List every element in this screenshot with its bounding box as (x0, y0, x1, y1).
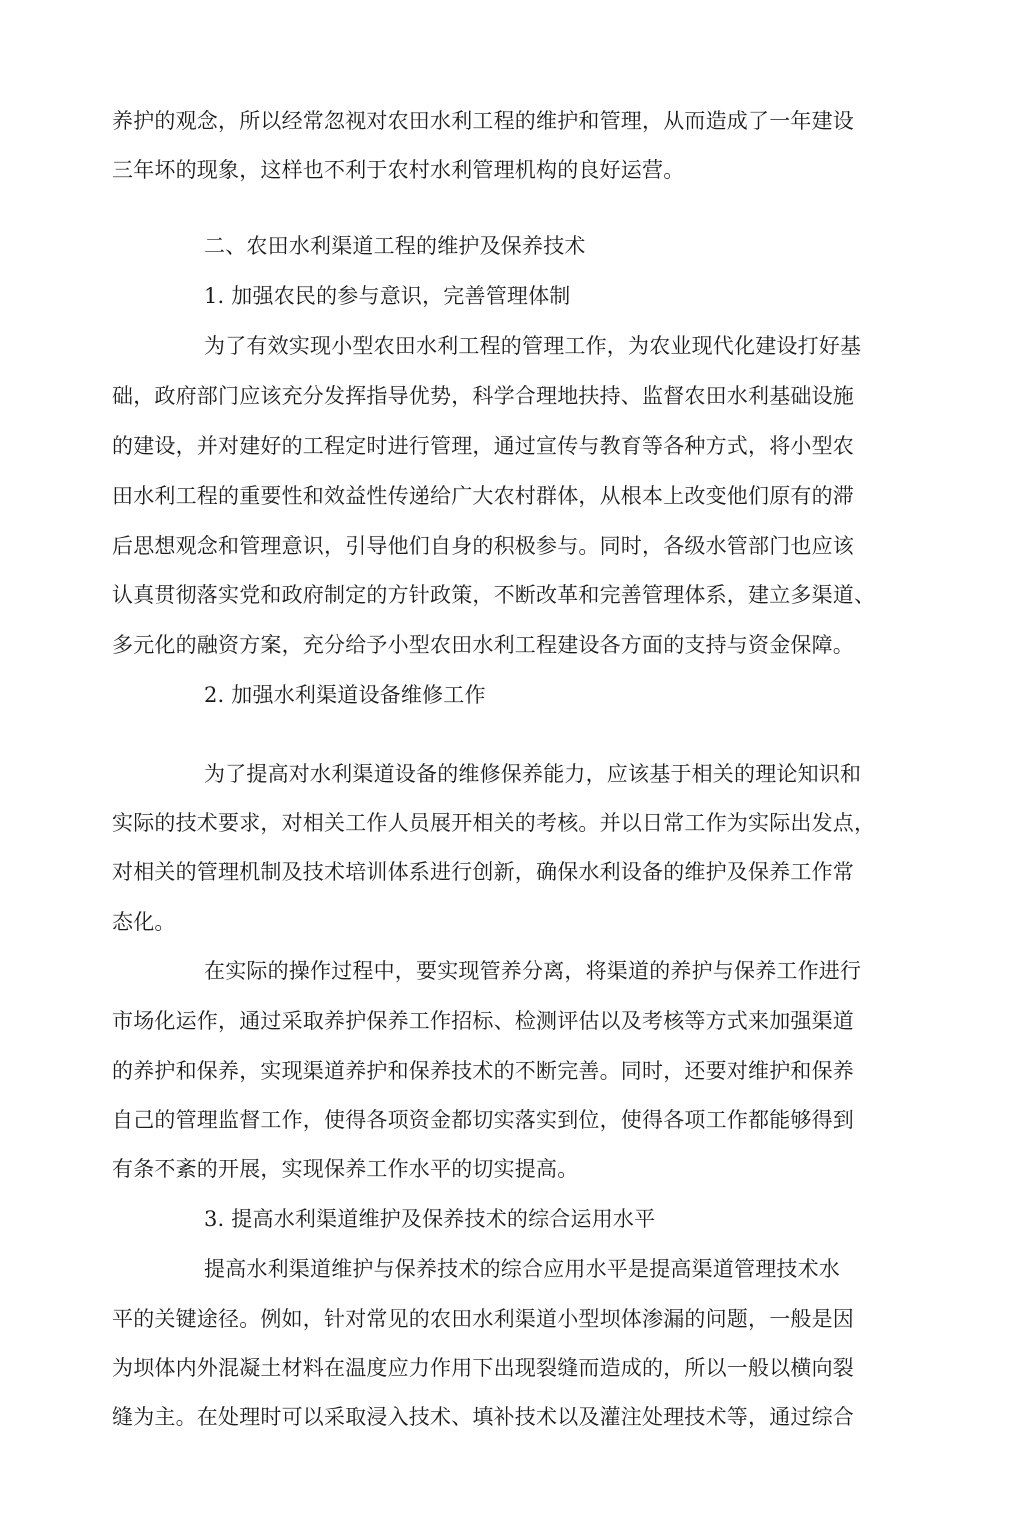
paragraph-line: 提高水利渠道维护与保养技术的综合应用水平是提高渠道管理技术水 (204, 1257, 840, 1281)
paragraph-line: 在实际的操作过程中，要实现管养分离，将渠道的养护与保养工作进行 (204, 959, 862, 983)
paragraph-line: 对相关的管理机制及技术培训体系进行创新，确保水利设备的维护及保养工作常 (112, 860, 854, 884)
paragraph-line: 平的关键途径。例如，针对常见的农田水利渠道小型坝体渗漏的问题，一般是因 (112, 1307, 854, 1331)
paragraph-line: 认真贯彻落实党和政府制定的方针政策，不断改革和完善管理体系，建立多渠道、 (112, 583, 876, 607)
paragraph-line: 多元化的融资方案，充分给予小型农田水利工程建设各方面的支持与资金保障。 (112, 633, 854, 657)
paragraph-line: 市场化运作，通过采取养护保养工作招标、检测评估以及考核等方式来加强渠道 (112, 1009, 854, 1033)
subsection-heading: 3. 提高水利渠道维护及保养技术的综合运用水平 (204, 1207, 656, 1231)
section-heading: 二、农田水利渠道工程的维护及保养技术 (204, 234, 586, 258)
subsection-heading: 2. 加强水利渠道设备维修工作 (204, 683, 486, 707)
paragraph-line: 础，政府部门应该充分发挥指导优势，科学合理地扶持、监督农田水利基础设施 (112, 384, 854, 408)
paragraph-line: 三年坏的现象，这样也不利于农村水利管理机构的良好运营。 (112, 158, 685, 182)
subsection-heading: 1. 加强农民的参与意识，完善管理体制 (204, 284, 571, 308)
paragraph-line: 自己的管理监督工作，使得各项资金都切实落实到位，使得各项工作都能够得到 (112, 1108, 854, 1132)
paragraph-line: 缝为主。在处理时可以采取浸入技术、填补技术以及灌注处理技术等，通过综合 (112, 1405, 854, 1429)
paragraph-line: 为坝体内外混凝土材料在温度应力作用下出现裂缝而造成的，所以一般以横向裂 (112, 1356, 854, 1380)
paragraph-line: 的建设，并对建好的工程定时进行管理，通过宣传与教育等各种方式，将小型农 (112, 434, 854, 458)
paragraph-line: 有条不紊的开展，实现保养工作水平的切实提高。 (112, 1157, 579, 1181)
paragraph-line: 实际的技术要求，对相关工作人员展开相关的考核。并以日常工作为实际出发点， (112, 811, 876, 835)
paragraph-line: 态化。 (112, 910, 176, 934)
paragraph-line: 的养护和保养，实现渠道养护和保养技术的不断完善。同时，还要对维护和保养 (112, 1059, 854, 1083)
paragraph-line: 后思想观念和管理意识，引导他们自身的积极参与。同时，各级水管部门也应该 (112, 534, 854, 558)
paragraph-line: 为了提高对水利渠道设备的维修保养能力，应该基于相关的理论知识和 (204, 762, 862, 786)
paragraph-line: 为了有效实现小型农田水利工程的管理工作，为农业现代化建设打好基 (204, 334, 862, 358)
paragraph-line: 田水利工程的重要性和效益性传递给广大农村群体，从根本上改变他们原有的滞 (112, 484, 854, 508)
paragraph-line: 养护的观念，所以经常忽视对农田水利工程的维护和管理，从而造成了一年建设 (112, 109, 854, 133)
